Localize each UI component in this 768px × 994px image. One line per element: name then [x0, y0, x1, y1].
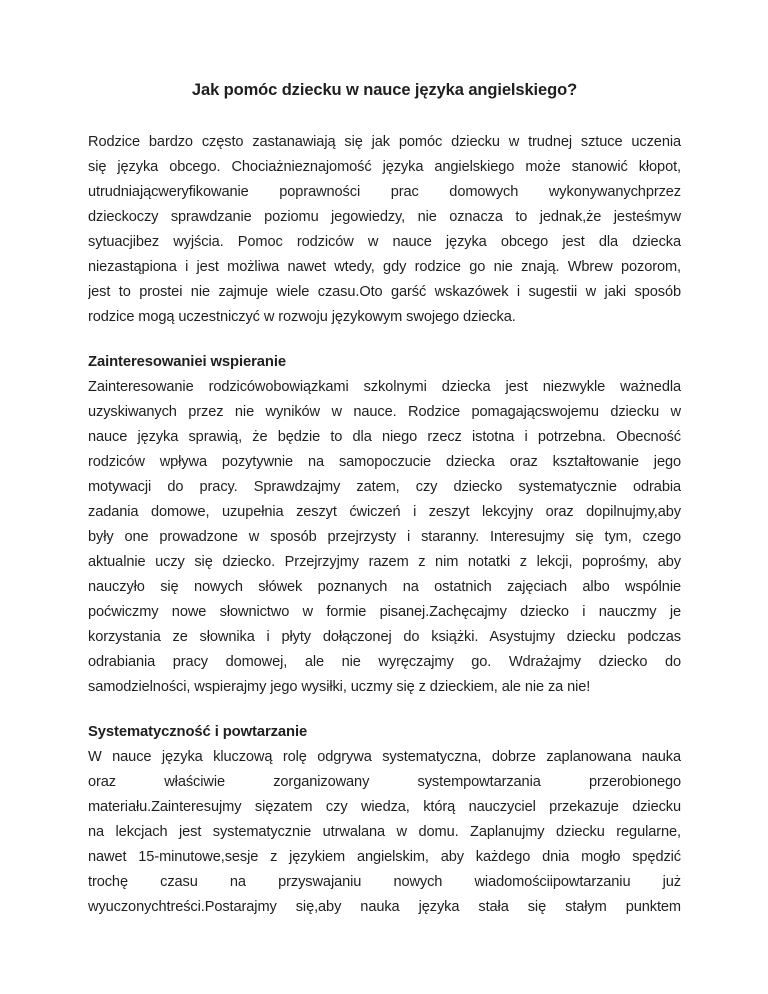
text-line: Zainteresowanie rodzicówobowiązkami szkolnymi dziecka jest niezwykle ważnedla [88, 379, 681, 395]
text-line: jest to prostei nie zajmuje wiele czasu.Oto garść wskazówek i sugestii w jaki sposób [88, 284, 681, 300]
intro-section [88, 130, 681, 330]
text-line: nauce języka sprawią, że będzie to dla niego rzecz istotna i potrzebna. Obecność [88, 429, 681, 445]
document-title: Jak pomóc dziecku w nauce języka angielskiego? [191, 81, 578, 99]
section-systematycznosc-i-powtarzanie [88, 720, 681, 920]
text-line: zadania domowe, uzupełnia zeszyt ćwiczeń i zeszyt lekcyjny oraz dopilnujmy,aby [88, 504, 681, 520]
text-line: wyuczonychtreści.Postarajmy się,aby nauka języka stała się stałym punktem [88, 899, 681, 915]
text-line: sytuacjibez wyjścia. Pomoc rodziców w nauce języka obcego jest dla dziecka [88, 234, 681, 250]
text-line: na lekcjach jest systematycznie utrwalana w domu. Zaplanujmy dziecku regularne, [88, 824, 681, 840]
text-line: materiału.Zainteresujmy sięzatem czy wiedza, którą nauczyciel przekazuje dziecku [88, 799, 681, 815]
text-line: rodzice mogą uczestniczyć w rozwoju językowym swojego dziecka. [88, 309, 516, 325]
text-line: motywacji do pracy. Sprawdzajmy zatem, czy dziecko systematycznie odrabia [88, 479, 681, 495]
text-line: rodziców wpływa pozytywnie na samopoczucie dziecka oraz kształtowanie jego [88, 454, 681, 470]
section-heading: Zainteresowaniei wspieranie [88, 354, 286, 370]
text-line: Rodzice bardzo często zastanawiają się jak pomóc dziecku w trudnej sztuce uczenia [88, 134, 681, 150]
text-line: się języka obcego. Chociażnieznajomość języka angielskiego może stanowić kłopot, [88, 159, 681, 175]
text-line: nawet 15-minutowe,sesje z językiem angielskim, aby każdego dnia mogło spędzić [88, 849, 681, 865]
intro-paragraph [88, 130, 681, 330]
text-line: nauczyło się nowych słówek poznanych na ostatnich zajęciach albo wspólnie [88, 579, 681, 595]
section-heading: Systematyczność i powtarzanie [88, 724, 308, 740]
text-line: poćwiczmy nowe słownictwo w formie pisanej.Zachęcajmy dziecko i nauczmy je [88, 604, 681, 620]
text-line: utrudniającweryfikowanie poprawności prac domowych wykonywanychprzez [88, 184, 681, 200]
text-line: aktualnie uczy się dziecko. Przejrzyjmy razem z nim notatki z lekcji, poprośmy, aby [88, 554, 681, 570]
section-paragraph [88, 375, 681, 700]
text-line: były one prowadzone w sposób przejrzysty i staranny. Interesujmy się tym, czego [88, 529, 681, 545]
text-line: oraz właściwie zorganizowany systempowtarzania przerobionego [88, 774, 681, 790]
text-line: dzieckoczy sprawdzanie poziomu jegowiedzy, nie oznacza to jednak,że jesteśmyw [88, 209, 681, 225]
text-line: W nauce języka kluczową rolę odgrywa systematyczna, dobrze zaplanowana nauka [88, 749, 681, 765]
text-line: niezastąpiona i jest możliwa nawet wtedy, gdy rodzice go nie znają. Wbrew pozorom, [88, 259, 681, 275]
text-line: korzystania ze słownika i płyty dołączonej do książki. Asystujmy dziecku podczas [88, 629, 681, 645]
section-paragraph [88, 745, 681, 920]
text-line: odrabiania pracy domowej, ale nie wyręczajmy go. Wdrażajmy dziecko do [88, 654, 681, 670]
text-line: samodzielności, wspierajmy jego wysiłki, uczmy się z dzieckiem, ale nie za nie! [88, 679, 591, 695]
section-zainteresowanie-i-wspieranie [88, 350, 681, 700]
text-line: uzyskiwanych przez nie wyników w nauce. Rodzice pomagającswojemu dziecku w [88, 404, 681, 420]
text-line: trochę czasu na przyswajaniu nowych wiadomościipowtarzaniu już [88, 874, 681, 890]
